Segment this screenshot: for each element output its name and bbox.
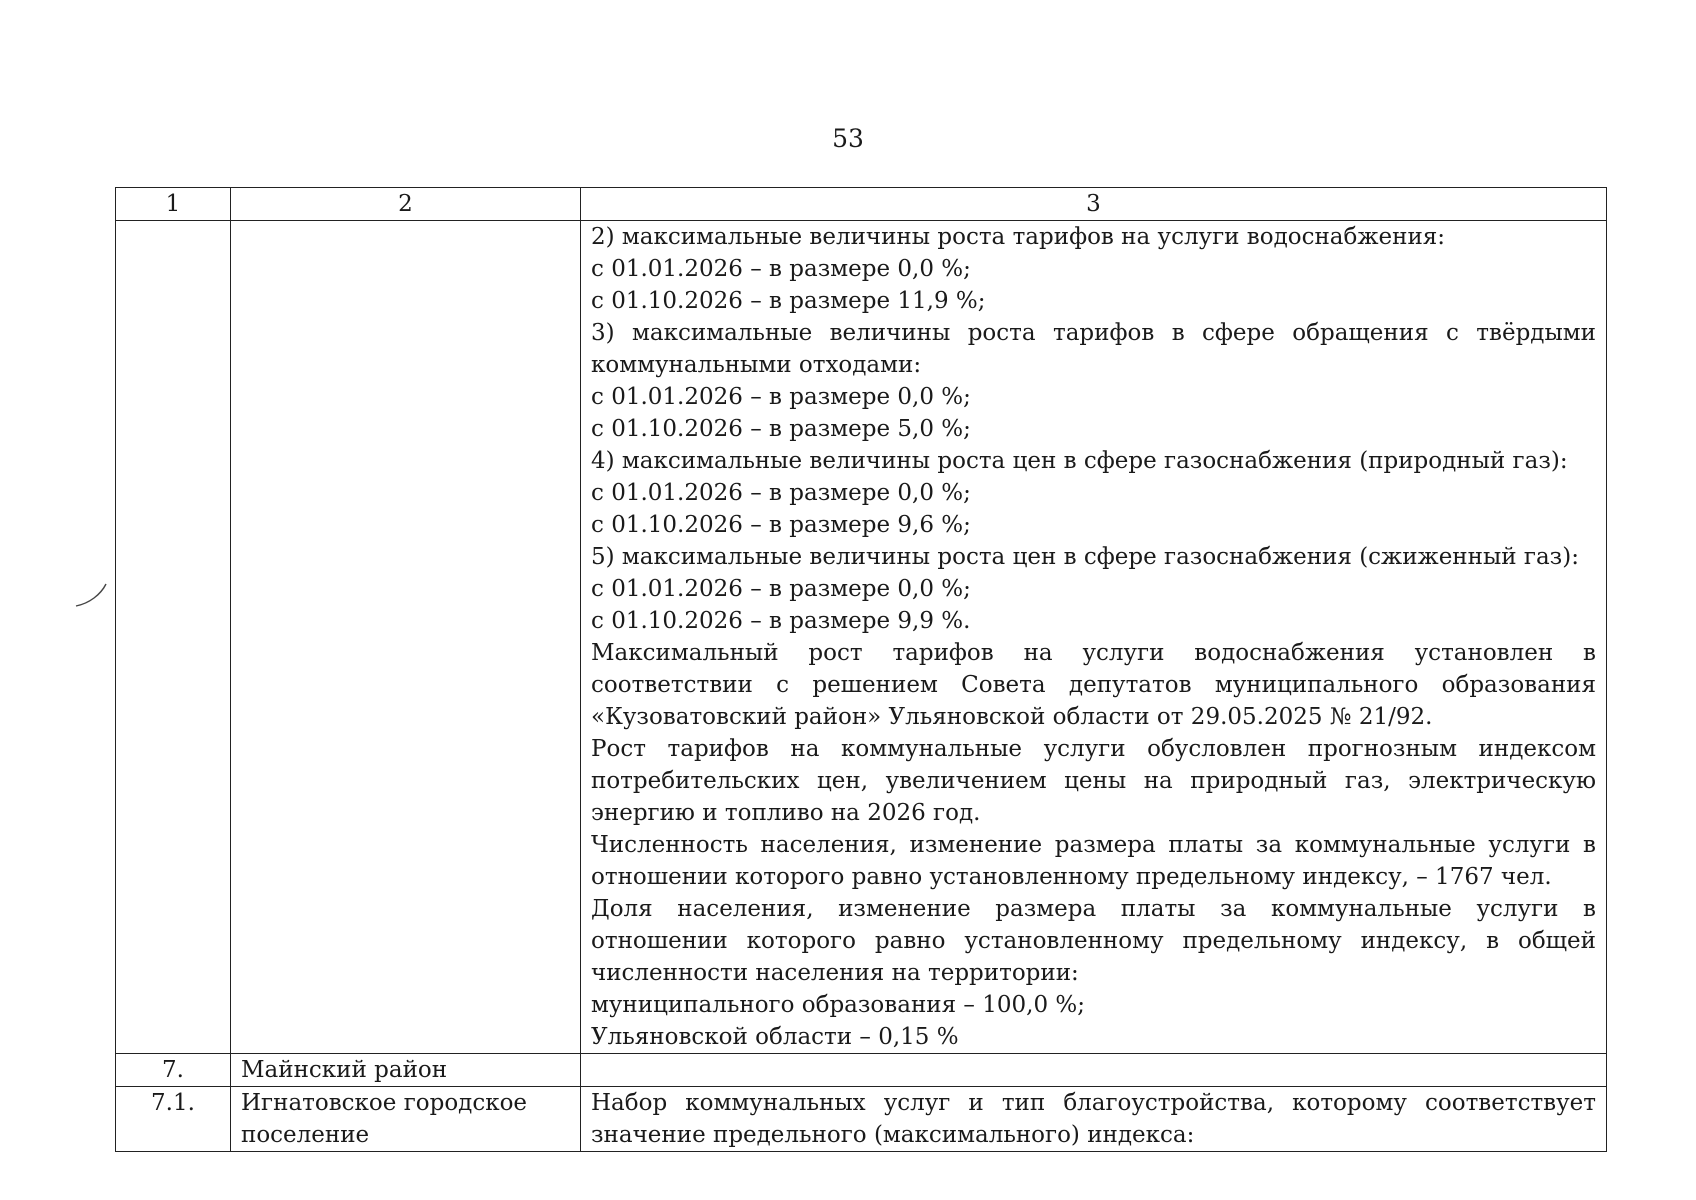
text-paragraph: Доля населения, изменение размера платы за коммунальные услуги в отношении которого равно установленному предельному индексу, в общей численности населения на территории: <box>591 896 1596 986</box>
table-row-continuation <box>116 221 1607 1054</box>
continuation-col-1 <box>116 221 231 1054</box>
text-line: с 01.01.2026 – в размере 0,0 %; <box>591 480 971 506</box>
continuation-text-cell <box>581 221 1607 1054</box>
row-name: Игнатовское городское поселение <box>231 1087 581 1152</box>
tariff-table <box>115 187 1607 1152</box>
text-paragraph: Максимальный рост тарифов на услуги водоснабжения установлен в соответствии с решением Совета депутатов муниципального образования «Кузоватовский район» Ульяновской области от 29.05.2025 № 21/92. <box>591 640 1596 730</box>
text-line: 2) максимальные величины роста тарифов на услуги водоснабжения: <box>591 224 1446 250</box>
text-paragraph: 3) максимальные величины роста тарифов в сфере обращения с твёрдыми коммунальными отходами: <box>591 320 1596 378</box>
text-line: с 01.01.2026 – в размере 0,0 %; <box>591 256 971 282</box>
row-number: 7.1. <box>116 1087 231 1152</box>
page-number: 53 <box>832 124 864 153</box>
row-text <box>581 1087 1607 1152</box>
text-line: 4) максимальные величины роста цен в сфере газоснабжения (природный газ): <box>591 448 1568 474</box>
text-line: с 01.01.2026 – в размере 0,0 %; <box>591 576 971 602</box>
pen-mark-icon <box>72 580 112 610</box>
text-paragraph: Численность населения, изменение размера платы за коммунальные услуги в отношении которого равно установленному предельному индексу, – 1767 чел. <box>591 832 1596 890</box>
row-name: Майнский район <box>231 1054 581 1087</box>
table-row <box>116 1087 1607 1152</box>
text-paragraph: Рост тарифов на коммунальные услуги обусловлен прогнозным индексом потребительских цен, увеличением цены на природный газ, электрическую энергию и топливо на 2026 год. <box>591 736 1596 826</box>
row-number: 7. <box>116 1054 231 1087</box>
header-col-1: 1 <box>116 188 231 221</box>
text-line: с 01.10.2026 – в размере 11,9 %; <box>591 288 986 314</box>
header-col-3: 3 <box>581 188 1607 221</box>
continuation-col-2 <box>231 221 581 1054</box>
row-text <box>581 1054 1607 1087</box>
text-paragraph: Набор коммунальных услуг и тип благоустройства, которому соответствует значение предельного (максимального) индекса: <box>591 1090 1596 1148</box>
table-header-row <box>116 188 1607 221</box>
header-col-2: 2 <box>231 188 581 221</box>
text-line: с 01.10.2026 – в размере 5,0 %; <box>591 416 971 442</box>
text-line: с 01.01.2026 – в размере 0,0 %; <box>591 384 971 410</box>
text-line: с 01.10.2026 – в размере 9,6 %; <box>591 512 971 538</box>
text-line: 5) максимальные величины роста цен в сфере газоснабжения (сжиженный газ): <box>591 544 1579 570</box>
text-line: с 01.10.2026 – в размере 9,9 %. <box>591 608 971 634</box>
text-line: муниципального образования – 100,0 %; <box>591 992 1085 1018</box>
text-line: Ульяновской области – 0,15 % <box>591 1024 959 1050</box>
table-row <box>116 1054 1607 1087</box>
